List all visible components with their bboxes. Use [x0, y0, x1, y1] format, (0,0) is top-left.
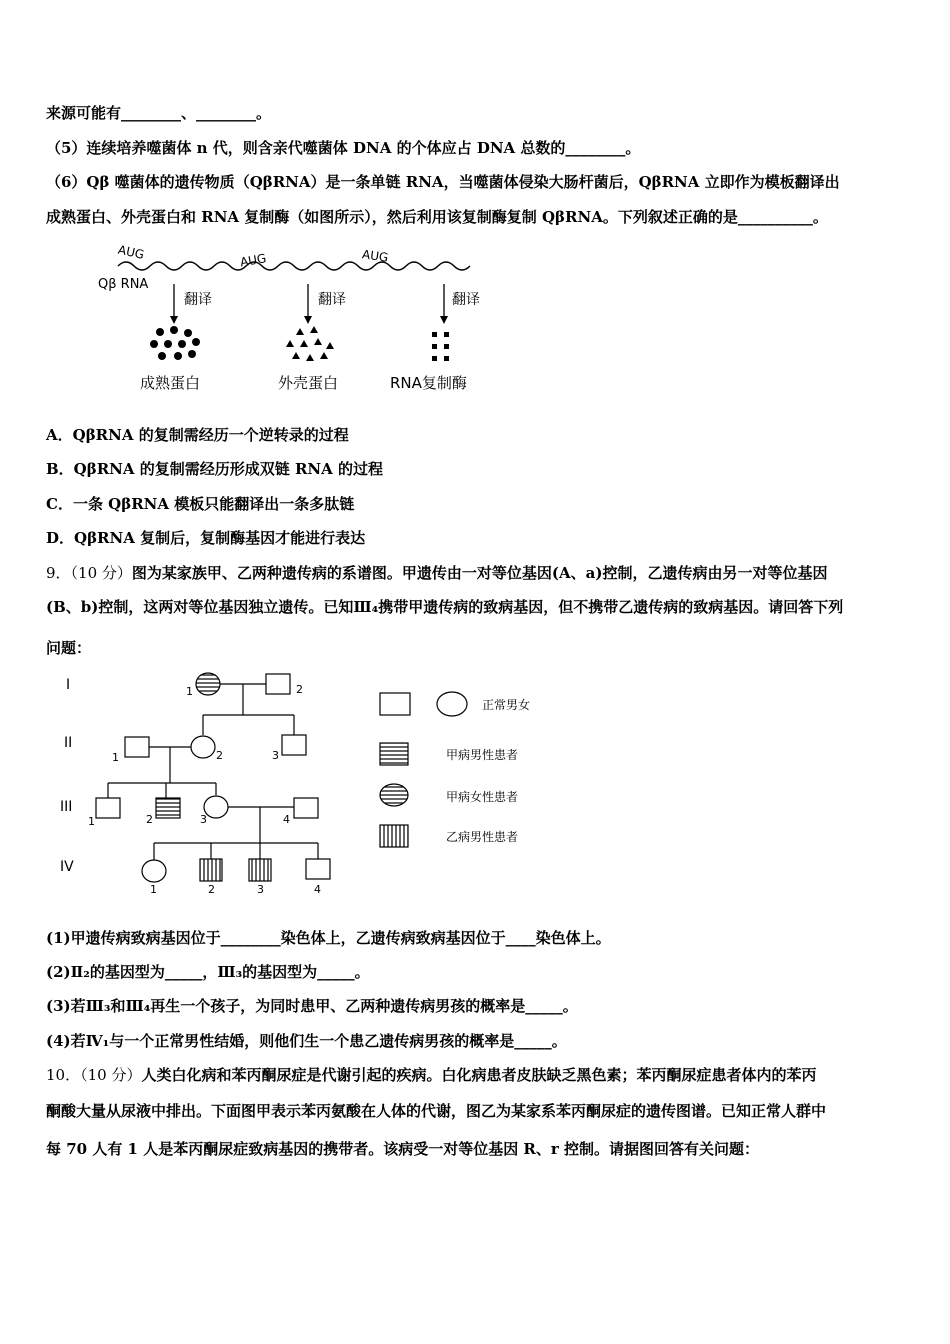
legend-affected-male-b-label: 乙病男性患者	[446, 830, 519, 844]
id-ii3: 3	[272, 749, 279, 762]
q8-source-line: 来源可能有________、________。	[46, 104, 272, 122]
gen-label-ii: II	[64, 735, 73, 751]
legend-affected-female-a-label: 甲病女性患者	[446, 790, 519, 804]
q8-option-b: B．QβRNA 的复制需经历形成双链 RNA 的过程	[46, 460, 384, 478]
q9-sub3: (3)若Ⅲ₃和Ⅲ₄再生一个孩子，为同时患甲、乙两种遗传病男孩的概率是_____。	[46, 997, 578, 1015]
ii3-normal-male	[282, 735, 306, 755]
legend-normal-label: 正常男女	[482, 698, 531, 712]
q10-line1	[46, 1065, 816, 1085]
q9-sub1: (1)甲遗传病致病基因位于________染色体上，乙遗传病致病基因位于____染色体上。	[46, 929, 611, 947]
q8-option-a: A．QβRNA 的复制需经历一个逆转录的过程	[46, 426, 349, 444]
replicase-squares	[432, 332, 449, 361]
id-i2: 2	[296, 683, 303, 696]
q8-part5: （5）连续培养噬菌体 n 代，则含亲代噬菌体 DNA 的个体应占 DNA 总数的________。	[46, 139, 641, 157]
id-iii4: 4	[283, 813, 290, 826]
q9-line2: (B、b)控制，这两对等位基因独立遗传。已知Ⅲ₄携带甲遗传病的致病基因，但不携带乙遗传病的致病基因。请回答下列	[46, 598, 844, 616]
id-i1: 1	[186, 685, 193, 698]
ii2-normal-female	[191, 736, 215, 758]
id-iii1: 1	[88, 815, 95, 828]
iv1-normal-female	[142, 860, 166, 882]
q10-number: 10．	[46, 1066, 81, 1084]
rna-strand	[118, 262, 470, 270]
svg-text:翻译: 翻译	[184, 292, 212, 308]
q9-line3: 问题：	[46, 639, 92, 657]
q10-line3: 每 70 人有 1 人是苯丙酮尿症致病基因的携带者。该病受一对等位基因 R、r 控制。请据图回答有关问题：	[46, 1140, 760, 1158]
gen-label-iv: IV	[60, 859, 74, 875]
id-iv4: 4	[314, 883, 321, 895]
translation-arrow-3	[440, 284, 480, 324]
iii1-normal-male	[96, 798, 120, 818]
pedigree-chart	[50, 665, 570, 895]
codon-2: AUG	[239, 251, 268, 270]
product-rna-replicase: RNA复制酶	[390, 374, 467, 392]
id-ii2: 2	[216, 749, 223, 762]
iii4-normal-male	[294, 798, 318, 818]
svg-text:翻译: 翻译	[452, 292, 480, 308]
i1-affected-female-a	[196, 673, 220, 695]
i2-normal-male	[266, 674, 290, 694]
gen-label-iii: III	[60, 799, 73, 815]
qbeta-translation-figure	[90, 240, 510, 400]
q8-option-d: D．QβRNA 复制后，复制酶基因才能进行表达	[46, 529, 366, 547]
legend-affected-female-a-icon	[380, 784, 408, 806]
rna-label: Qβ RNA	[98, 277, 149, 292]
q9-sub2: (2)Ⅱ₂的基因型为_____，Ⅲ₃的基因型为_____。	[46, 963, 370, 981]
id-iii3: 3	[200, 813, 207, 826]
gen-label-i: I	[66, 677, 71, 693]
translation-arrow-1	[170, 284, 212, 324]
q8-part6-line1: （6）Qβ 噬菌体的遗传物质（QβRNA）是一条单链 RNA，当噬菌体侵染大肠杆菌后，QβRNA 立即作为模板翻译出	[46, 173, 840, 191]
id-iv1: 1	[150, 883, 157, 895]
id-iv2: 2	[208, 883, 215, 895]
iii3-normal-female	[204, 796, 228, 818]
q10-stem-1: 人类白化病和苯丙酮尿症是代谢引起的疾病。白化病患者皮肤缺乏黑色素；苯丙酮尿症患者体内的苯丙	[141, 1066, 817, 1084]
coat-protein-triangles	[286, 326, 334, 361]
q9-number: 9．	[46, 564, 71, 582]
legend-normal-female-icon	[437, 692, 467, 716]
product-mature-protein: 成熟蛋白	[140, 374, 201, 392]
id-ii1: 1	[112, 751, 119, 764]
ii1-normal-male	[125, 737, 149, 757]
q8-option-c: C．一条 QβRNA 模板只能翻译出一条多肽链	[46, 495, 355, 513]
q10-line2: 酮酸大量从尿液中排出。下面图甲表示苯丙氨酸在人体的代谢，图乙为某家系苯丙酮尿症的遗传图谱。已知正常人群中	[46, 1102, 827, 1120]
product-coat-protein: 外壳蛋白	[278, 374, 339, 392]
legend-affected-male-b-icon	[380, 825, 408, 847]
q9-stem-1: 图为某家族甲、乙两种遗传病的系谱图。甲遗传由一对等位基因(A、a)控制，乙遗传病由另一对等位基因	[131, 564, 828, 582]
iii2-affected-male-a	[156, 798, 180, 818]
q9-sub4: (4)若Ⅳ₁与一个正常男性结婚，则他们生一个患乙遗传病男孩的概率是_____。	[46, 1032, 567, 1050]
legend-normal-male-icon	[380, 693, 410, 715]
q10-score: （10 分）	[80, 1066, 142, 1084]
svg-text:翻译: 翻译	[318, 292, 346, 308]
iv3-affected-male-b	[249, 859, 271, 881]
id-iii2: 2	[146, 813, 153, 826]
iv4-normal-male	[306, 859, 330, 879]
q9-score: （10 分）	[70, 564, 132, 582]
q9-line1	[46, 563, 827, 583]
id-iv3: 3	[257, 883, 264, 895]
mature-protein-dots	[150, 326, 200, 360]
translation-arrow-2	[304, 284, 346, 324]
legend-affected-male-a-icon	[380, 743, 408, 765]
legend-affected-male-a-label: 甲病男性患者	[446, 748, 519, 762]
iv2-affected-male-b	[200, 859, 222, 881]
q8-part6-line2: 成熟蛋白、外壳蛋白和 RNA 复制酶（如图所示），然后利用该复制酶复制 QβRNA。下列叙述正确的是__________。	[46, 208, 828, 226]
codon-1: AUG	[116, 242, 146, 262]
codon-3: AUG	[361, 247, 390, 265]
